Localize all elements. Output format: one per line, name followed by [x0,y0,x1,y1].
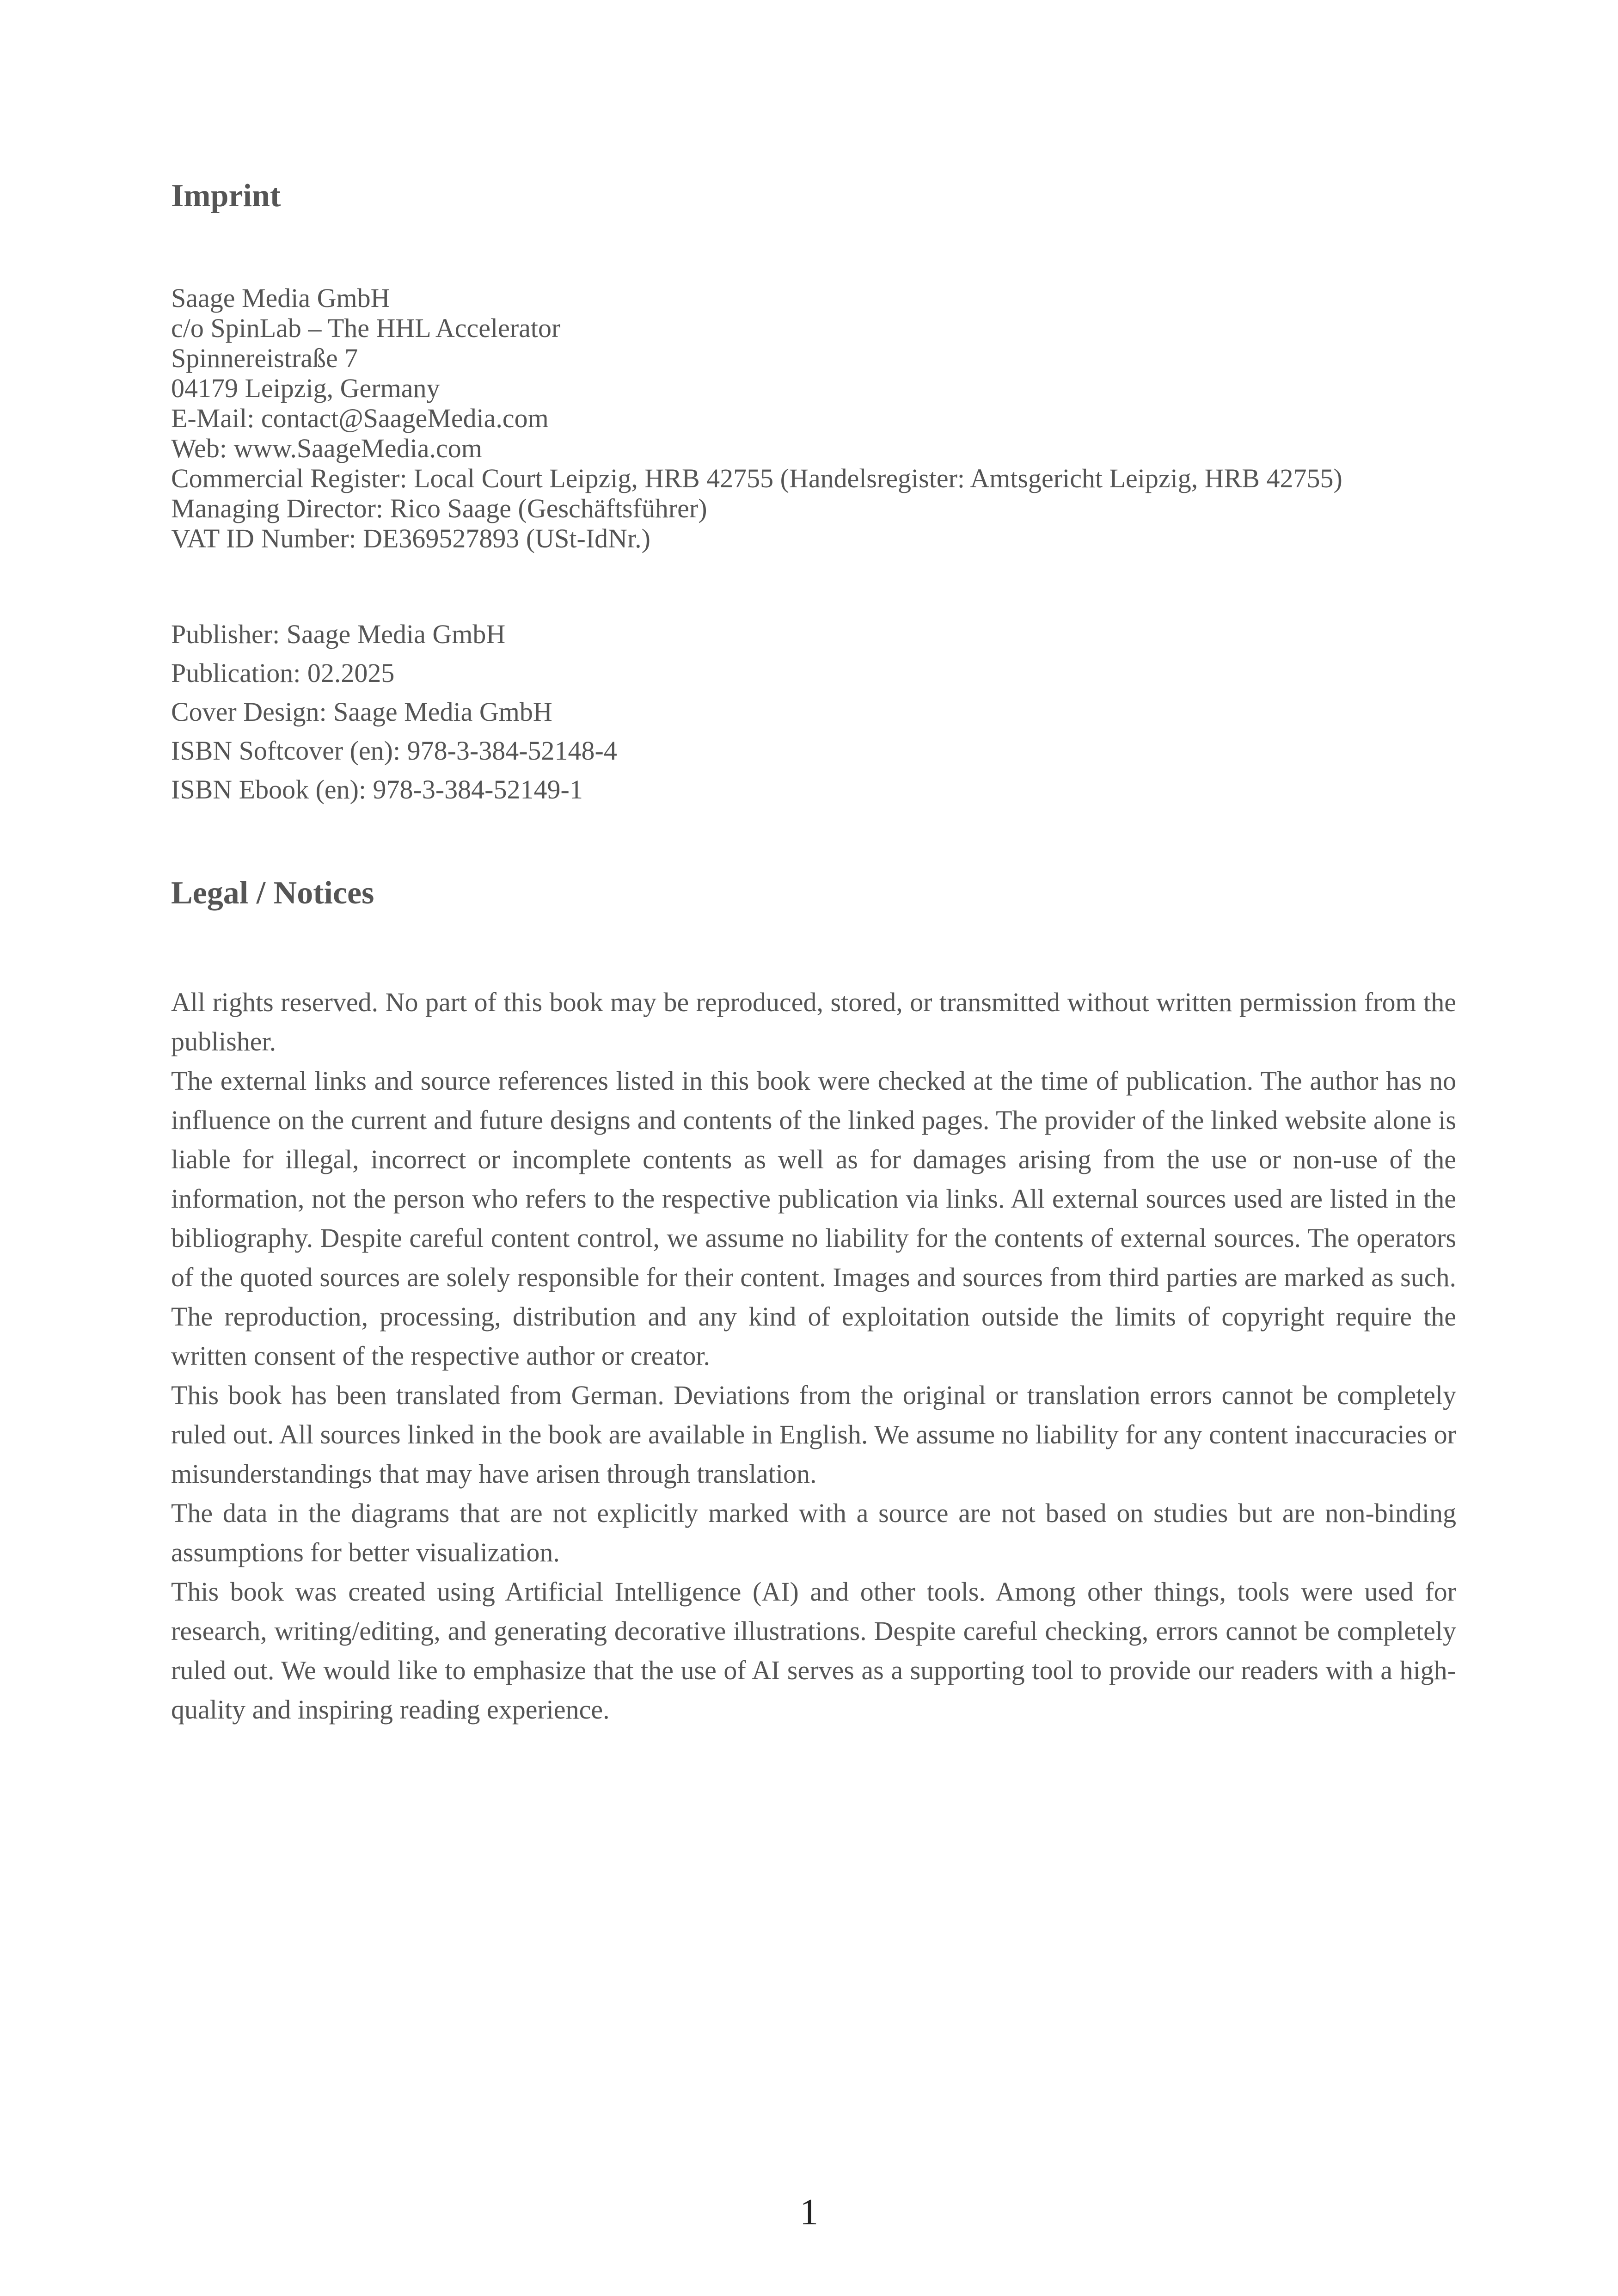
legal-notices-body [171,982,1456,1729]
vat-id-line: VAT ID Number: DE369527893 (USt-IdNr.) [171,523,650,553]
publisher-line: Publisher: Saage Media GmbH [171,619,506,649]
publisher-address-block [171,283,1456,553]
publication-details [171,615,1456,809]
company-name: Saage Media GmbH [171,283,390,313]
rights-reserved-paragraph: All rights reserved. No part of this book may be reproduced, stored, or transmitted without written permission from the publisher. [171,987,1456,1056]
street-address: Spinnereistraße 7 [171,343,358,373]
translation-paragraph: This book has been translated from German. Deviations from the original or translation errors cannot be completely ruled out. All sources linked in the book are available in English. We assume no liability for any content inaccuracies or misunderstandings that may have arisen through translation. [171,1380,1456,1489]
managing-director-line: Managing Director: Rico Saage (Geschäftsführer) [171,493,707,523]
cover-design-line: Cover Design: Saage Media GmbH [171,697,552,727]
web-line: Web: www.SaageMedia.com [171,433,482,463]
ai-usage-paragraph: This book was created using Artificial Intelligence (AI) and other tools. Among other things, tools were used for research, writing/editing, and generating decorative illustrations. Despite careful checking, errors cannot be completely ruled out. We would like to emphasize that the use of AI serves as a supporting tool to provide our readers with a high-quality and inspiring reading experience. [171,1577,1456,1725]
commercial-register-line: Commercial Register: Local Court Leipzig, HRB 42755 (Handelsregister: Amtsgericht Leipzig, HRB 42755) [171,463,1342,493]
page-number: 1 [800,2192,818,2233]
isbn-ebook-line: ISBN Ebook (en): 978-3-384-52149-1 [171,774,583,804]
diagram-data-paragraph: The data in the diagrams that are not explicitly marked with a source are not based on studies but are non-binding assumptions for better visualization. [171,1498,1456,1567]
city-line: 04179 Leipzig, Germany [171,373,440,403]
isbn-softcover-line: ISBN Softcover (en): 978-3-384-52148-4 [171,736,617,766]
legal-notices-heading: Legal / Notices [171,875,374,911]
email-line: E-Mail: contact@SaageMedia.com [171,403,549,433]
publication-date-line: Publication: 02.2025 [171,658,395,688]
external-links-paragraph: The external links and source references listed in this book were checked at the time of publication. The author has no influence on the current and future designs and contents of the linked pages. The provider of the linked website alone is liable for illegal, incorrect or incomplete contents as well as for damages arising from the use or non-use of the information, not the person who refers to the respective publication via links. All external sources used are listed in the bibliography. Despite careful content control, we assume no liability for the contents of external sources. The operators of the quoted sources are solely responsible for their content. Images and sources from third parties are marked as such. The reproduction, processing, distribution and any kind of exploitation outside the limits of copyright require the written consent of the respective author or creator. [171,1066,1456,1371]
care-of-line: c/o SpinLab – The HHL Accelerator [171,313,561,343]
imprint-heading: Imprint [171,178,281,214]
